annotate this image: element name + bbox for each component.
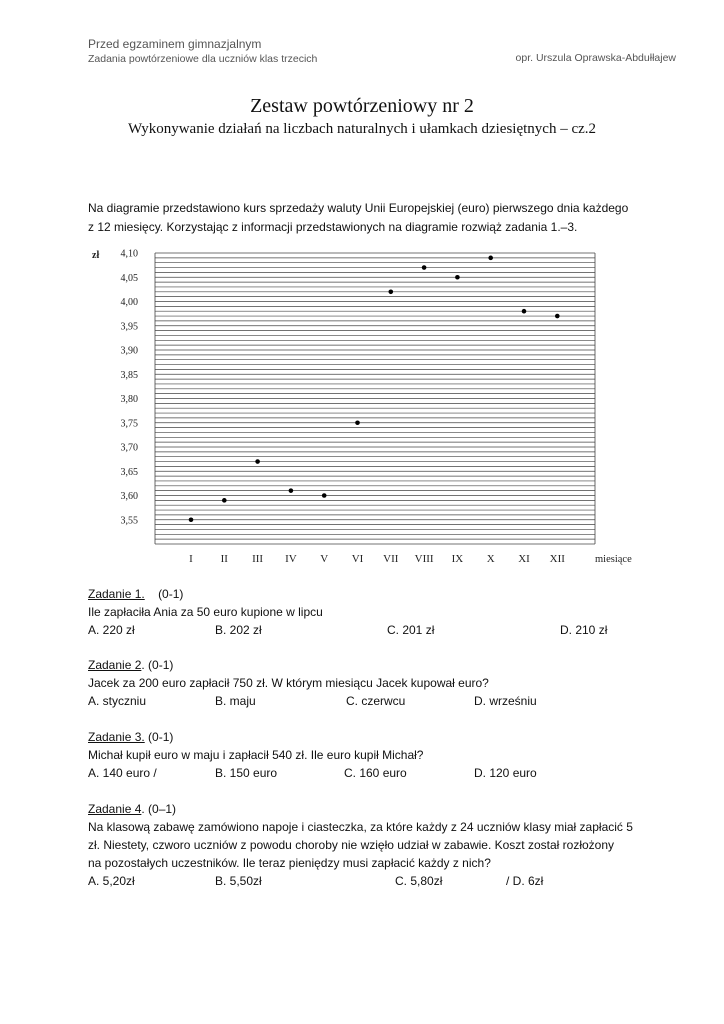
y-tick-label: 3,75 — [120, 418, 138, 430]
task-3 — [88, 728, 648, 782]
answer-a[interactable]: A. 5,20zł — [88, 874, 135, 888]
task-label: Zadanie 1. — [88, 587, 145, 601]
y-tick-label: 4,05 — [120, 272, 138, 284]
data-point — [222, 498, 227, 503]
x-tick-label: IV — [285, 553, 297, 565]
data-point — [488, 256, 493, 261]
answer-row — [88, 872, 648, 890]
data-point — [522, 309, 527, 314]
answer-a[interactable]: A. styczniu — [88, 694, 147, 708]
exchange-rate-chart — [80, 242, 640, 567]
y-axis-label: zł — [92, 250, 100, 261]
task-points: (0-1) — [144, 730, 174, 744]
task-2 — [88, 656, 648, 710]
task-header — [88, 656, 648, 674]
data-point — [555, 314, 560, 319]
x-tick-label: III — [252, 553, 264, 565]
data-point — [355, 420, 360, 425]
x-tick-label: II — [220, 553, 228, 565]
intro-line: Na diagramie przedstawiono kurs sprzedaży waluty Unii Europejskiej (euro) pierwszego dnia każdego — [88, 201, 629, 215]
x-tick-label: VII — [383, 553, 399, 565]
intro-line: z 12 miesięcy. Korzystając z informacji przedstawionych na diagramie rozwiąż zadania 1.–3. — [88, 220, 578, 234]
answer-b[interactable]: B. 150 euro — [215, 766, 278, 780]
header-line2: Zadania powtórzeniowe dla uczniów klas trzecich — [88, 53, 318, 65]
answer-a[interactable]: A. 140 euro / — [88, 766, 157, 780]
y-tick-label: 3,90 — [120, 345, 138, 357]
task-header — [88, 728, 648, 746]
y-tick-label: 4,00 — [120, 297, 138, 308]
task-question: na pozostałych uczestników. Ile teraz pieniędzy musi zapłacić każdy z nich? — [88, 856, 491, 870]
x-tick-label: I — [189, 553, 193, 565]
answer-row — [88, 621, 648, 639]
answer-d[interactable]: / D. 6zł — [506, 874, 544, 888]
data-point — [422, 265, 427, 270]
answer-c[interactable]: C. 160 euro — [344, 766, 407, 780]
task-question: Jacek za 200 euro zapłacił 750 zł. W którym miesiącu Jacek kupował euro? — [88, 676, 489, 690]
task-1 — [88, 585, 648, 639]
answer-row — [88, 692, 648, 710]
answer-b[interactable]: B. 5,50zł — [215, 874, 262, 888]
y-tick-label: 3,95 — [120, 321, 138, 333]
task-points: . (0-1) — [141, 658, 174, 672]
answer-d[interactable]: D. 120 euro — [474, 766, 537, 780]
intro-text — [88, 199, 658, 237]
answer-c[interactable]: C. 201 zł — [387, 623, 435, 637]
answer-c[interactable]: C. 5,80zł — [395, 874, 443, 888]
task-points: . (0–1) — [141, 802, 177, 816]
answer-c[interactable]: C. czerwcu — [346, 694, 406, 708]
task-header — [88, 800, 648, 818]
task-label: Zadanie 3. — [88, 730, 145, 744]
task-question: Na klasową zabawę zamówiono napoje i ciasteczka, za które każdy z 24 uczniów klasy miał zapłacić 5 — [88, 820, 633, 834]
task-question: Ile zapłaciła Ania za 50 euro kupione w lipcu — [88, 605, 323, 619]
y-tick-label: 3,70 — [120, 442, 138, 454]
answer-d[interactable]: D. 210 zł — [560, 623, 608, 637]
y-tick-label: 3,85 — [120, 369, 138, 381]
data-point — [189, 517, 194, 522]
page-title: Zestaw powtórzeniowy nr 2 — [250, 95, 474, 117]
data-point — [322, 493, 327, 498]
y-tick-label: 3,55 — [120, 515, 138, 527]
answer-d[interactable]: D. wrześniu — [474, 694, 537, 708]
data-point — [255, 459, 260, 464]
data-point — [289, 488, 294, 493]
task-4 — [88, 800, 648, 890]
page-subtitle: Wykonywanie działań na liczbach naturalnych i ułamkach dziesiętnych – cz.2 — [127, 121, 597, 137]
task-question: Michał kupił euro w maju i zapłacił 540 zł. Ile euro kupił Michał? — [88, 748, 424, 762]
data-point — [389, 290, 394, 295]
task-header — [88, 585, 648, 603]
answer-a[interactable]: A. 220 zł — [88, 623, 135, 637]
x-tick-label: X — [486, 553, 495, 565]
x-tick-label: V — [320, 553, 329, 565]
y-tick-label: 3,80 — [120, 394, 138, 405]
y-tick-label: 4,10 — [120, 248, 138, 260]
x-tick-label: VI — [351, 553, 364, 565]
x-tick-label: VIII — [414, 553, 434, 565]
y-tick-label: 3,65 — [120, 466, 138, 478]
task-label: Zadanie 2 — [88, 658, 142, 672]
header-line1: Przed egzaminem gimnazjalnym — [88, 37, 262, 51]
task-label: Zadanie 4 — [88, 802, 142, 816]
x-tick-label: IX — [451, 553, 464, 565]
answer-b[interactable]: B. maju — [215, 694, 256, 708]
answer-b[interactable]: B. 202 zł — [215, 623, 262, 637]
y-tick-label: 3,60 — [120, 491, 138, 502]
answer-row — [88, 764, 648, 782]
task-question: zł. Niestety, czworo uczniów z powodu choroby nie wzięło udział w zabawie. Koszt został rozłożony — [88, 838, 615, 852]
task-points: (0-1) — [158, 587, 184, 601]
x-tick-label: XII — [549, 553, 565, 565]
data-point — [455, 275, 460, 280]
x-axis-label: miesiące — [595, 554, 632, 565]
x-tick-label: XI — [518, 553, 530, 565]
header-author: opr. Urszula Oprawska-Abdułłajew — [515, 52, 676, 64]
